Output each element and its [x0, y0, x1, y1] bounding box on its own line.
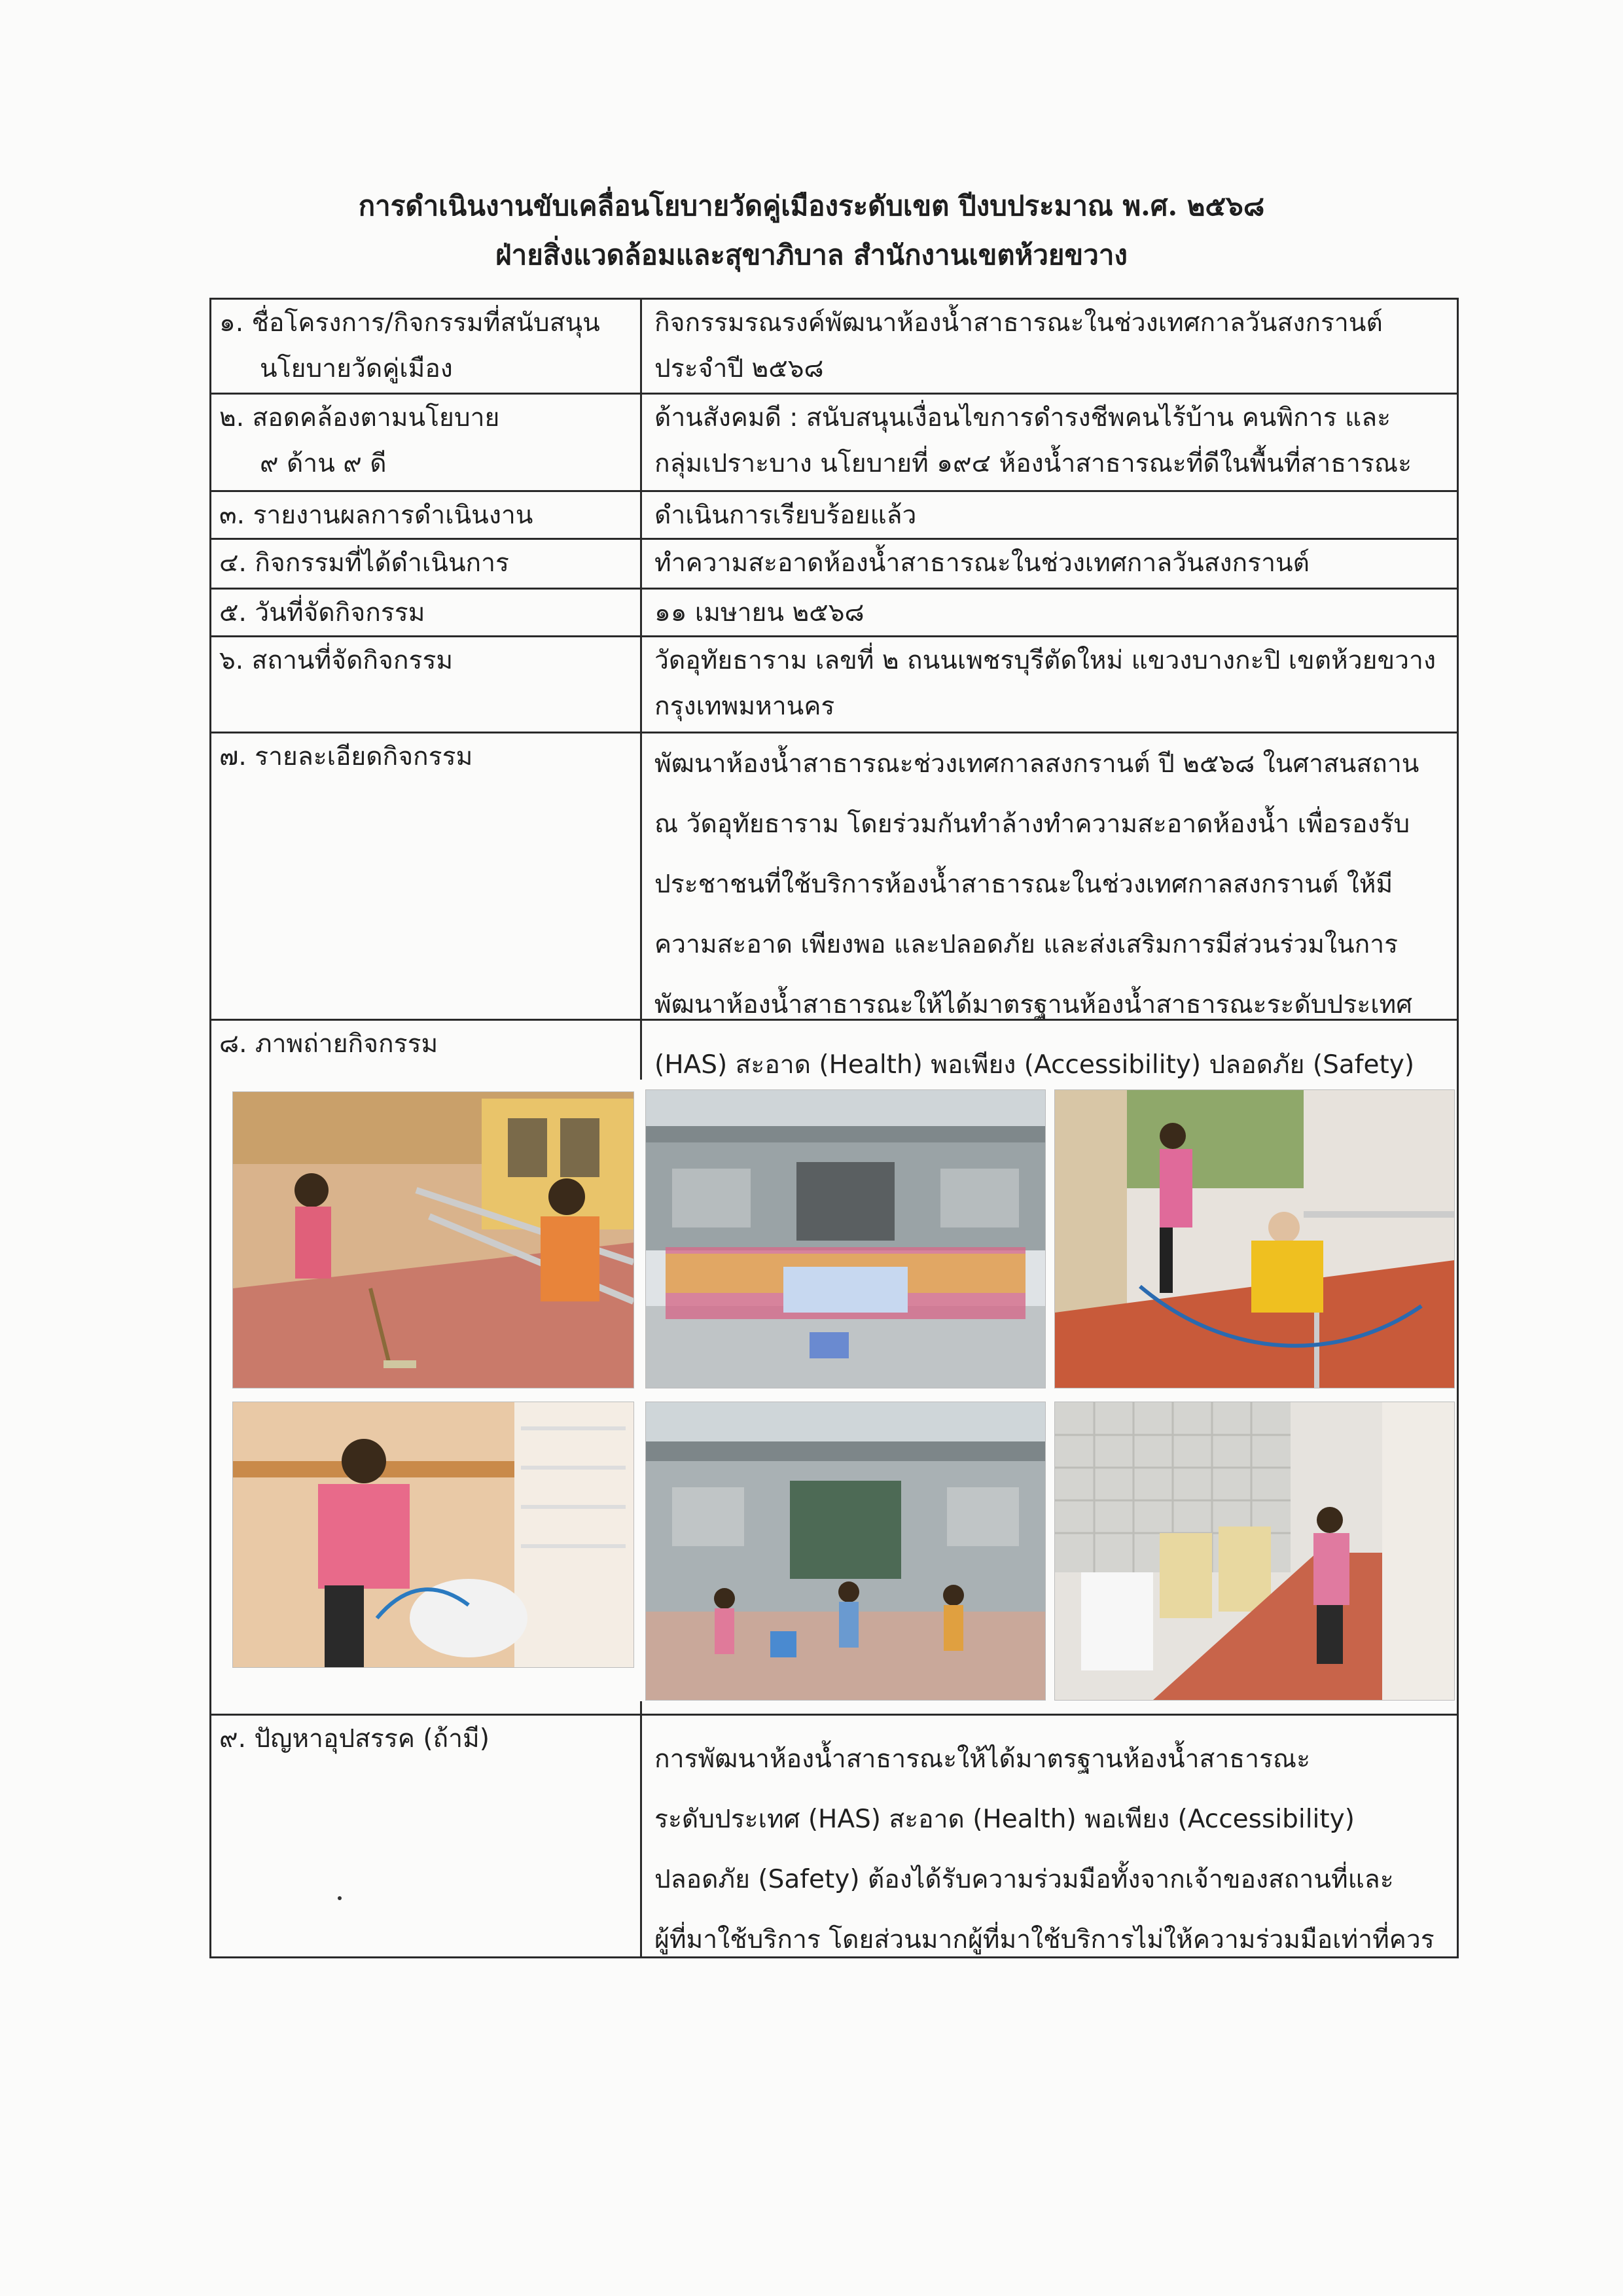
row-value-line: วัดอุทัยธาราม เลขที่ ๒ ถนนเพชรบุรีตัดใหม่ แขวงบางกะปิ เขตห้วยขวาง — [654, 646, 1436, 675]
row-value-line: กิจกรรมรณรงค์พัฒนาห้องน้ำสาธารณะในช่วงเทศกาลวันสงกรานต์ — [654, 308, 1383, 338]
photo-cleaning-toilet — [232, 1402, 634, 1668]
row-value — [654, 540, 1450, 586]
row-label-line: ๕. วันที่จัดกิจกรรม — [219, 598, 425, 627]
row-label — [219, 1716, 490, 1762]
photo-washing-floor — [1054, 1402, 1455, 1701]
table-rule-h — [209, 490, 1459, 492]
row-value — [654, 300, 1450, 392]
photo-restroom-building — [645, 1402, 1046, 1701]
photo-group-banner — [645, 1089, 1046, 1388]
table-rule-h — [209, 393, 1459, 395]
row-value-line: ระดับประเทศ (HAS) สะอาด (Health) พอเพียง (Accessibility) — [654, 1805, 1355, 1834]
scan-speck — [338, 1896, 342, 1900]
row-value — [654, 590, 1450, 636]
row-label-line: ๘. ภาพถ่ายกิจกรรม — [219, 1029, 438, 1059]
row-value — [654, 493, 1450, 539]
photo-cleaning-ramp — [1054, 1089, 1455, 1388]
row-label-line: ๙. ปัญหาอุปสรรค (ถ้ามี) — [219, 1724, 490, 1754]
row-label — [219, 638, 453, 684]
page-subtitle: ฝ่ายสิ่งแวดล้อมและสุขาภิบาล สำนักงานเขตห้วยขวาง — [495, 239, 1128, 271]
row-label-line: นโยบายวัดคู่เมือง — [260, 354, 453, 383]
table-rule-h — [209, 1714, 1459, 1716]
row-label-line: ๙ ด้าน ๙ ดี — [260, 449, 387, 478]
row-value-line: ๑๑ เมษายน ๒๕๖๘ — [654, 598, 865, 627]
row-label — [219, 395, 499, 487]
row-value-line: ทำความสะอาดห้องน้ำสาธารณะในช่วงเทศกาลวันสงกรานต์ — [654, 548, 1310, 578]
table-rule-h — [209, 298, 1459, 300]
row-value-line: ด้านสังคมดี : สนับสนุนเงื่อนไขการดำรงชีพคนไร้บ้าน คนพิการ และ — [654, 403, 1391, 433]
row-label — [219, 1021, 438, 1067]
table-rule-right — [1457, 298, 1459, 1958]
row-label-line: ๔. กิจกรรมที่ได้ดำเนินการ — [219, 548, 509, 578]
table-rule-mid — [640, 1701, 642, 1958]
row-value-line: การพัฒนาห้องน้ำสาธารณะให้ได้มาตรฐานห้องน้ำสาธารณะ — [654, 1744, 1311, 1774]
row-label — [219, 734, 473, 780]
row-label-line: ๒. สอดคล้องตามนโยบาย — [219, 403, 500, 433]
row-label-line: ๑. ชื่อโครงการ/กิจกรรมที่สนับสนุน — [219, 308, 600, 338]
row-label — [219, 300, 600, 392]
table-rule-left — [209, 298, 211, 1958]
table-rule-h — [209, 732, 1459, 733]
row-value-line: ประจำปี ๒๕๖๘ — [654, 354, 824, 383]
row-label-line: ๗. รายละเอียดกิจกรรม — [219, 742, 473, 771]
photo-cleaning-stairs — [232, 1091, 634, 1388]
page-title: การดำเนินงานขับเคลื่อนโยบายวัดคู่เมืองระดับเขต ปีงบประมาณ พ.ศ. ๒๕๖๘ — [358, 190, 1265, 222]
row-value — [654, 1729, 1450, 1970]
row-value-line: กรุงเทพมหานคร — [654, 692, 835, 721]
table-rule-mid — [640, 298, 642, 1080]
row-label — [219, 590, 425, 636]
row-value-line: พัฒนาห้องน้ำสาธารณะให้ได้มาตรฐานห้องน้ำสาธารณะระดับประเทศ — [654, 990, 1413, 1019]
row-value-line: ความสะอาด เพียงพอ และปลอดภัย และส่งเสริมการมีส่วนร่วมในการ — [654, 930, 1399, 959]
row-label — [219, 540, 509, 586]
row-value-line: กลุ่มเปราะบาง นโยบายที่ ๑๙๔ ห้องน้ำสาธารณะที่ดีในพื้นที่สาธารณะ — [654, 449, 1412, 478]
row-value-line: ประชาชนที่ใช้บริการห้องน้ำสาธารณะในช่วงเทศกาลสงกรานต์ ให้มี — [654, 870, 1393, 899]
row-value — [654, 734, 1450, 1095]
row-label-line: ๓. รายงานผลการดำเนินงาน — [219, 501, 533, 530]
row-value — [654, 638, 1450, 730]
row-value — [654, 395, 1450, 487]
row-value-line: ผู้ที่มาใช้บริการ โดยส่วนมากผู้ที่มาใช้บริการไม่ให้ความร่วมมือเท่าที่ควร — [654, 1925, 1435, 1954]
row-value-line: ดำเนินการเรียบร้อยแล้ว — [654, 501, 917, 530]
row-value-line: ปลอดภัย (Safety) ต้องได้รับความร่วมมือทั้งจากเจ้าของสถานที่และ — [654, 1865, 1394, 1894]
row-value-line: (HAS) สะอาด (Health) พอเพียง (Accessibility) ปลอดภัย (Safety) — [654, 1050, 1415, 1080]
row-label — [219, 493, 533, 539]
table-rule-h — [209, 588, 1459, 590]
row-value-line: พัฒนาห้องน้ำสาธารณะช่วงเทศกาลสงกรานต์ ปี ๒๕๖๘ ในศาสนสถาน — [654, 749, 1419, 779]
row-label-line: ๖. สถานที่จัดกิจกรรม — [219, 646, 454, 675]
row-value-line: ณ วัดอุทัยธาราม โดยร่วมกันทำล้างทำความสะอาดห้องน้ำ เพื่อรองรับ — [654, 809, 1410, 839]
